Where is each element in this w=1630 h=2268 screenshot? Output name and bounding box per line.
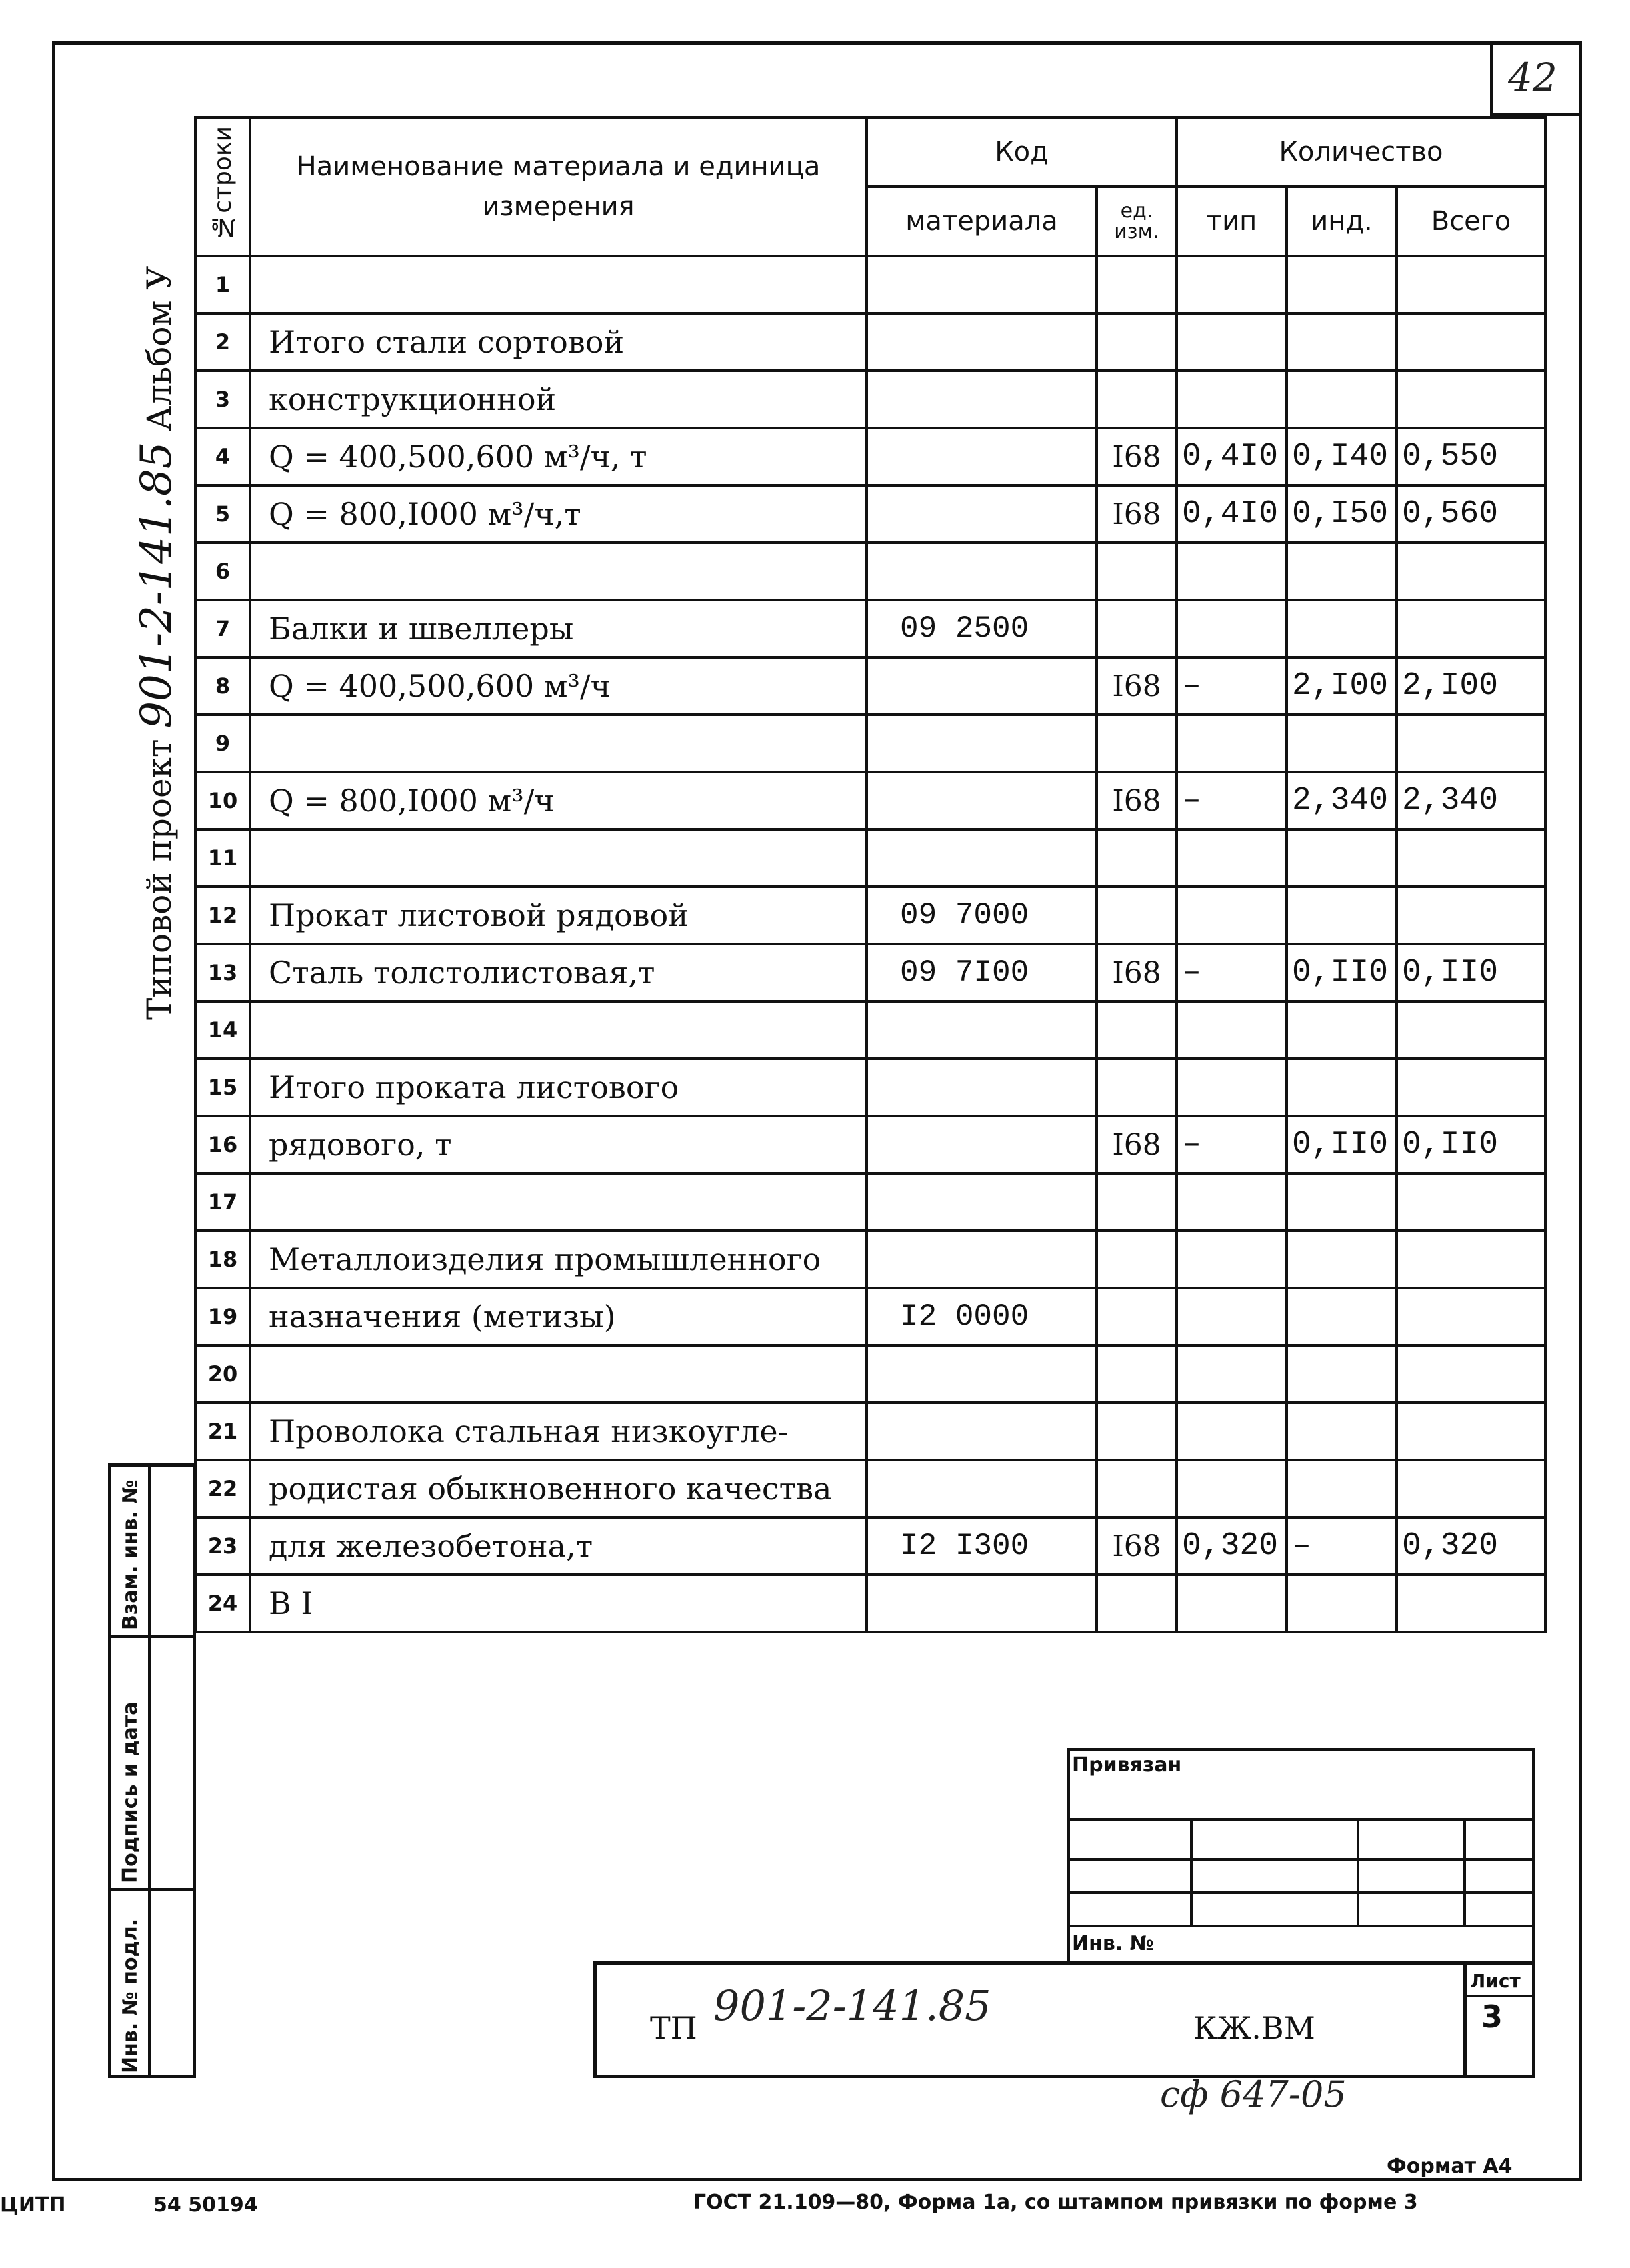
row-unit: I68 <box>1097 1517 1177 1575</box>
row-q-ind: 0,I40 <box>1287 428 1397 485</box>
row-number: 21 <box>195 1403 250 1460</box>
materials-table <box>194 116 1547 1633</box>
row-name: родистая обыкновенного качества <box>250 1460 867 1517</box>
row-number: 5 <box>195 485 250 543</box>
table-row <box>195 371 1545 428</box>
stamp-inv-podl: Инв. № подл. <box>119 1918 142 2073</box>
row-code <box>867 1173 1097 1231</box>
row-number: 18 <box>195 1231 250 1288</box>
header-code: Код <box>867 117 1177 187</box>
row-q-ind <box>1287 1403 1397 1460</box>
row-q-total: 0,550 <box>1397 428 1545 485</box>
row-q-total <box>1397 1288 1545 1345</box>
row-number: 4 <box>195 428 250 485</box>
row-name: В I <box>250 1575 867 1632</box>
row-q-ind <box>1287 1575 1397 1632</box>
row-q-total <box>1397 1345 1545 1403</box>
stamp-podpis: Подпись и дата <box>119 1701 142 1883</box>
row-code <box>867 1059 1097 1116</box>
row-q-total <box>1397 600 1545 657</box>
table-row <box>195 887 1545 944</box>
row-name <box>250 829 867 887</box>
row-unit <box>1097 1231 1177 1288</box>
row-number: 10 <box>195 772 250 829</box>
table-row <box>195 1059 1545 1116</box>
row-code <box>867 313 1097 371</box>
table-row <box>195 256 1545 313</box>
row-name: Q = 400,500,600 м³/ч <box>250 657 867 715</box>
row-code <box>867 543 1097 600</box>
header-quantity: Количество <box>1177 117 1545 187</box>
row-unit <box>1097 1001 1177 1059</box>
row-name <box>250 1345 867 1403</box>
row-name: Балки и швеллеры <box>250 600 867 657</box>
row-code <box>867 485 1097 543</box>
row-q-ind <box>1287 256 1397 313</box>
table-row <box>195 1403 1545 1460</box>
header-q-type: тип <box>1177 187 1287 256</box>
row-number: 17 <box>195 1173 250 1231</box>
row-q-total <box>1397 1059 1545 1116</box>
row-name: Итого стали сортовой <box>250 313 867 371</box>
row-q-type: – <box>1177 657 1287 715</box>
row-q-ind <box>1287 887 1397 944</box>
row-q-ind: – <box>1287 1517 1397 1575</box>
row-code <box>867 1116 1097 1173</box>
row-number: 20 <box>195 1345 250 1403</box>
row-code <box>867 829 1097 887</box>
row-q-ind: 0,I50 <box>1287 485 1397 543</box>
row-q-ind: 0,II0 <box>1287 1116 1397 1173</box>
row-unit <box>1097 371 1177 428</box>
table-row <box>195 944 1545 1001</box>
row-code: 09 2500 <box>867 600 1097 657</box>
row-name <box>250 543 867 600</box>
table-row <box>195 1001 1545 1059</box>
row-unit: I68 <box>1097 485 1177 543</box>
row-unit: I68 <box>1097 657 1177 715</box>
row-code: 09 7I00 <box>867 944 1097 1001</box>
row-unit: I68 <box>1097 772 1177 829</box>
row-q-type <box>1177 1173 1287 1231</box>
row-name: Q = 800,I000 м³/ч <box>250 772 867 829</box>
row-number: 7 <box>195 600 250 657</box>
row-q-total <box>1397 543 1545 600</box>
header-row-no: №строки <box>195 117 250 256</box>
row-q-total: 0,320 <box>1397 1517 1545 1575</box>
row-q-total <box>1397 1403 1545 1460</box>
row-unit: I68 <box>1097 944 1177 1001</box>
row-q-ind <box>1287 1231 1397 1288</box>
handwritten-note: сф 647-05 <box>1160 2073 1347 2115</box>
row-number: 24 <box>195 1575 250 1632</box>
table-row <box>195 313 1545 371</box>
row-q-type: – <box>1177 772 1287 829</box>
row-q-total: 0,II0 <box>1397 1116 1545 1173</box>
row-code <box>867 428 1097 485</box>
row-q-total <box>1397 371 1545 428</box>
header-code-material: материала <box>867 187 1097 256</box>
table-row <box>195 1116 1545 1173</box>
row-q-total <box>1397 829 1545 887</box>
row-q-type <box>1177 1001 1287 1059</box>
row-q-ind <box>1287 313 1397 371</box>
row-q-type <box>1177 256 1287 313</box>
row-q-total <box>1397 715 1545 772</box>
row-unit <box>1097 1460 1177 1517</box>
row-number: 23 <box>195 1517 250 1575</box>
row-q-type <box>1177 371 1287 428</box>
row-q-type <box>1177 1231 1287 1288</box>
row-name: для железобетона,т <box>250 1517 867 1575</box>
row-q-type: 0,4I0 <box>1177 428 1287 485</box>
row-unit: I68 <box>1097 1116 1177 1173</box>
row-q-total: 2,I00 <box>1397 657 1545 715</box>
binding-label: Привязан <box>1072 1753 1182 1777</box>
header-q-total: Всего <box>1397 187 1545 256</box>
side-project-number: 901-2-141.85 <box>132 441 181 729</box>
row-code: I2 I300 <box>867 1517 1097 1575</box>
header-q-ind: инд. <box>1287 187 1397 256</box>
row-number: 2 <box>195 313 250 371</box>
table-row <box>195 657 1545 715</box>
row-code: 09 7000 <box>867 887 1097 944</box>
row-name: Проволока стальная низкоугле- <box>250 1403 867 1460</box>
row-q-ind: 0,II0 <box>1287 944 1397 1001</box>
row-q-total: 0,560 <box>1397 485 1545 543</box>
row-unit <box>1097 1059 1177 1116</box>
title-list-no: 3 <box>1481 1999 1503 2035</box>
footer-number: 54 50194 <box>153 2193 258 2217</box>
row-unit <box>1097 1345 1177 1403</box>
row-unit <box>1097 1173 1177 1231</box>
row-q-ind <box>1287 1059 1397 1116</box>
row-q-type: 0,4I0 <box>1177 485 1287 543</box>
row-q-total <box>1397 1173 1545 1231</box>
row-q-total: 2,340 <box>1397 772 1545 829</box>
row-q-ind: 2,340 <box>1287 772 1397 829</box>
row-name <box>250 1001 867 1059</box>
row-name <box>250 256 867 313</box>
row-code <box>867 371 1097 428</box>
row-q-type <box>1177 829 1287 887</box>
side-prefix: Типовой проект <box>140 739 179 1020</box>
row-q-ind <box>1287 543 1397 600</box>
side-project-label <box>132 266 181 1020</box>
row-q-total <box>1397 1460 1545 1517</box>
row-unit <box>1097 1575 1177 1632</box>
row-q-total <box>1397 1001 1545 1059</box>
row-q-type: – <box>1177 1116 1287 1173</box>
row-code <box>867 1460 1097 1517</box>
row-number: 12 <box>195 887 250 944</box>
row-unit <box>1097 1288 1177 1345</box>
side-suffix: Альбом У <box>140 265 179 431</box>
row-q-ind <box>1287 715 1397 772</box>
row-q-ind <box>1287 600 1397 657</box>
title-code: КЖ.ВМ <box>1193 2010 1315 2046</box>
header-name: Наименование материала и единица измерения <box>250 117 867 256</box>
row-code <box>867 256 1097 313</box>
row-q-type <box>1177 1059 1287 1116</box>
row-q-ind <box>1287 829 1397 887</box>
table-row <box>195 1288 1545 1345</box>
table-row <box>195 1173 1545 1231</box>
header-code-unit: ед. изм. <box>1097 187 1177 256</box>
row-code <box>867 1231 1097 1288</box>
row-q-total <box>1397 887 1545 944</box>
row-number: 14 <box>195 1001 250 1059</box>
row-unit <box>1097 887 1177 944</box>
row-q-type <box>1177 543 1287 600</box>
row-q-total <box>1397 1575 1545 1632</box>
footer-gost: ГОСТ 21.109—80, Форма 1а, со штампом привязки по форме 3 <box>693 2191 1418 2214</box>
row-q-total: 0,II0 <box>1397 944 1545 1001</box>
row-code <box>867 1575 1097 1632</box>
row-q-type <box>1177 1288 1287 1345</box>
row-unit <box>1097 313 1177 371</box>
row-code <box>867 1345 1097 1403</box>
row-number: 9 <box>195 715 250 772</box>
row-name: конструкционной <box>250 371 867 428</box>
row-unit <box>1097 1403 1177 1460</box>
row-q-type <box>1177 1403 1287 1460</box>
row-q-ind <box>1287 1345 1397 1403</box>
row-q-ind <box>1287 371 1397 428</box>
row-code <box>867 1001 1097 1059</box>
row-unit <box>1097 715 1177 772</box>
row-name <box>250 715 867 772</box>
table-row <box>195 600 1545 657</box>
row-number: 13 <box>195 944 250 1001</box>
row-q-ind: 2,I00 <box>1287 657 1397 715</box>
footer-org: ЦИТП <box>0 2193 66 2217</box>
row-number: 8 <box>195 657 250 715</box>
row-name: Прокат листовой рядовой <box>250 887 867 944</box>
row-q-ind <box>1287 1173 1397 1231</box>
row-unit <box>1097 829 1177 887</box>
row-unit: I68 <box>1097 428 1177 485</box>
row-name: Q = 800,I000 м³/ч,т <box>250 485 867 543</box>
row-q-type: 0,320 <box>1177 1517 1287 1575</box>
table-row <box>195 829 1545 887</box>
row-number: 15 <box>195 1059 250 1116</box>
row-name: рядового, т <box>250 1116 867 1173</box>
row-q-type <box>1177 1460 1287 1517</box>
row-unit <box>1097 543 1177 600</box>
row-number: 6 <box>195 543 250 600</box>
table-row <box>195 1575 1545 1632</box>
row-q-type <box>1177 887 1287 944</box>
table-row <box>195 485 1545 543</box>
row-q-ind <box>1287 1001 1397 1059</box>
table-row <box>195 1231 1545 1288</box>
row-code: I2 0000 <box>867 1288 1097 1345</box>
row-number: 22 <box>195 1460 250 1517</box>
row-q-type: – <box>1177 944 1287 1001</box>
row-code <box>867 772 1097 829</box>
row-name: Сталь толстолистовая,т <box>250 944 867 1001</box>
table-row <box>195 1517 1545 1575</box>
row-unit <box>1097 600 1177 657</box>
row-code <box>867 715 1097 772</box>
table-row <box>195 772 1545 829</box>
row-q-total <box>1397 313 1545 371</box>
row-name: Q = 400,500,600 м³/ч, т <box>250 428 867 485</box>
row-q-ind <box>1287 1288 1397 1345</box>
row-unit <box>1097 256 1177 313</box>
row-number: 1 <box>195 256 250 313</box>
row-code <box>867 657 1097 715</box>
row-name: Металлоизделия промышленного <box>250 1231 867 1288</box>
row-number: 11 <box>195 829 250 887</box>
row-q-type <box>1177 1575 1287 1632</box>
row-number: 16 <box>195 1116 250 1173</box>
format-label: Формат А4 <box>1387 2155 1513 2178</box>
row-name <box>250 1173 867 1231</box>
row-q-type <box>1177 313 1287 371</box>
table-row <box>195 1460 1545 1517</box>
table-row <box>195 428 1545 485</box>
row-q-type <box>1177 715 1287 772</box>
stamp-vzam: Взам. инв. № <box>119 1479 142 1630</box>
row-q-total <box>1397 1231 1545 1288</box>
row-q-ind <box>1287 1460 1397 1517</box>
row-q-type <box>1177 1345 1287 1403</box>
row-name: Итого проката листового <box>250 1059 867 1116</box>
row-number: 19 <box>195 1288 250 1345</box>
title-list-label: Лист <box>1470 1970 1521 1992</box>
row-code <box>867 1403 1097 1460</box>
sheet-number: 42 <box>1508 55 1557 100</box>
row-q-type <box>1177 600 1287 657</box>
table-row <box>195 715 1545 772</box>
row-name: назначения (метизы) <box>250 1288 867 1345</box>
table-row <box>195 1345 1545 1403</box>
table-row <box>195 543 1545 600</box>
row-q-total <box>1397 256 1545 313</box>
title-project: 901-2-141.85 <box>713 1981 991 2030</box>
title-tp: ТП <box>650 2010 697 2046</box>
row-number: 3 <box>195 371 250 428</box>
binding-inv-no: Инв. № <box>1072 1932 1154 1955</box>
